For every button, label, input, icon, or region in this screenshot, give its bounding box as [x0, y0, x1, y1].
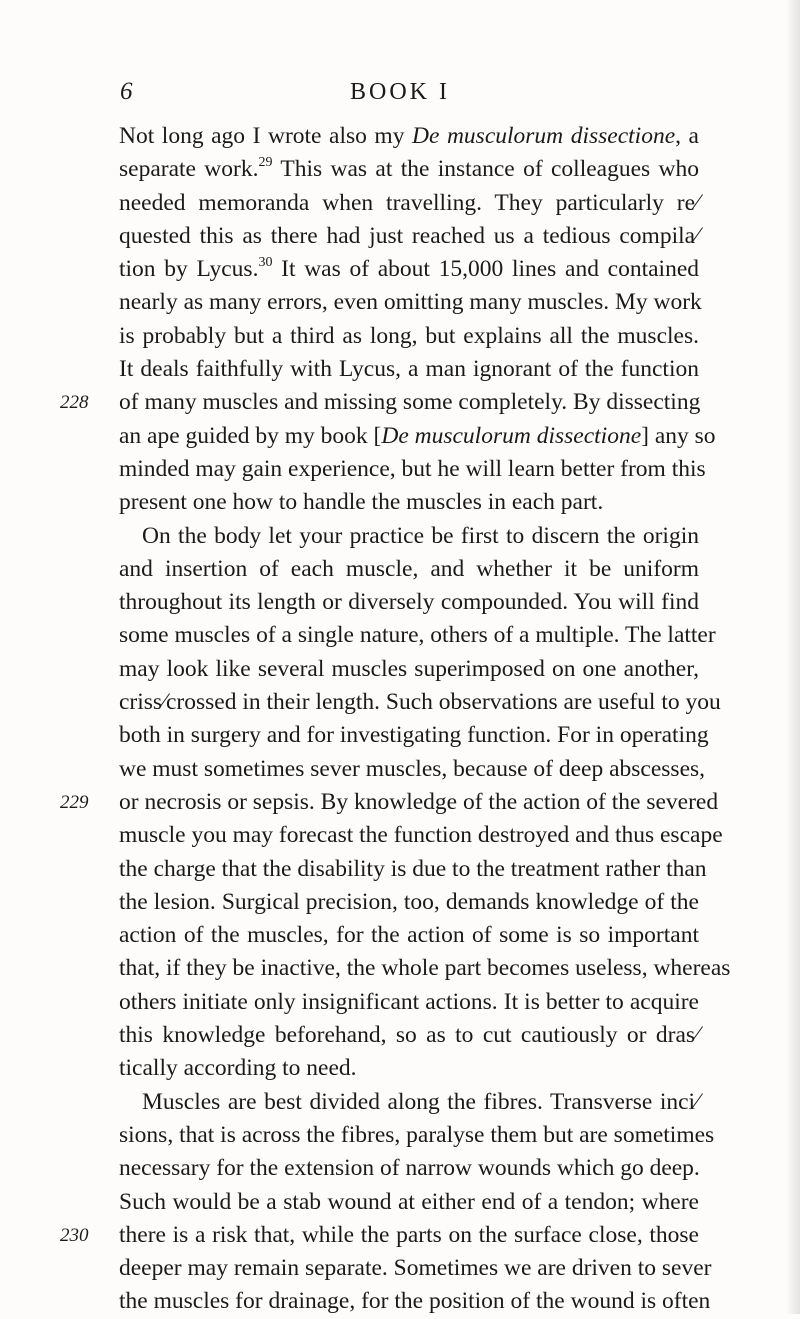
text-line: an ape guided by my book [De musculorum dissectione] any so: [119, 422, 716, 449]
text-line: the lesion. Surgical precision, too, demands knowledge of the: [119, 888, 699, 915]
page-number: 6: [120, 78, 133, 105]
text-line: separate work.$^{29}$ This was at the instance of colleagues who: [119, 155, 699, 183]
margin-note: 229: [60, 791, 89, 813]
text-line: minded may gain experience, but he will learn better from this: [119, 455, 706, 482]
body-text: [60, 120, 731, 1319]
text-line: and insertion of each muscle, and whether it be uniform: [119, 555, 699, 582]
page-edge-shadow: [786, 0, 800, 1314]
text-line: the muscles for drainage, for the position of the wound is often: [119, 1288, 711, 1315]
italic-title: De musculorum dissectione: [381, 422, 642, 449]
text-line: others initiate only insignificant actions. It is better to acquire: [119, 988, 699, 1015]
text-line: Muscles are best divided along the fibres. Transverse inci⁄: [142, 1088, 699, 1115]
margin-note: 228: [60, 392, 89, 414]
text-line: 228 of many muscles and missing some completely. By dissecting: [119, 386, 699, 419]
footnote-ref: 30: [258, 255, 273, 271]
text-line: nearly as many errors, even omitting many muscles. My work: [119, 289, 702, 316]
text-line: sions, that is across the fibres, paralyse them but are sometimes: [119, 1121, 715, 1148]
text-line: tion by Lycus.$^{30}$ It was of about 15,000 lines and contained: [119, 255, 699, 283]
margin-note: 230: [60, 1224, 89, 1246]
text-line: needed memoranda when travelling. They particularly re⁄: [119, 189, 699, 216]
running-head: BOOK I: [350, 79, 450, 105]
text-line: criss⁄crossed in their length. Such observations are useful to you: [119, 689, 721, 716]
text-line: 230 there is a risk that, while the parts on the surface close, those: [119, 1219, 699, 1252]
text-line: Such would be a stab wound at either end of a tendon; where: [119, 1188, 699, 1215]
text-line: is probably but a third as long, but explains all the muscles.: [119, 322, 699, 349]
text-line: necessary for the extension of narrow wounds which go deep.: [119, 1155, 700, 1182]
text-line: present one how to handle the muscles in each part.: [119, 489, 604, 516]
page-header: [0, 76, 800, 116]
text-line: muscle you may forecast the function destroyed and thus escape: [119, 822, 723, 849]
text-line: quested this as there had just reached us a tedious compila⁄: [119, 222, 699, 249]
text-line: may look like several muscles superimposed on one another,: [119, 655, 699, 682]
text-line: we must sometimes sever muscles, because of deep abscesses,: [119, 755, 706, 782]
text-line: deeper may remain separate. Sometimes we are driven to sever: [119, 1255, 712, 1282]
text-line: throughout its length or diversely compounded. You will find: [119, 589, 699, 616]
italic-title: De musculorum dissectione: [412, 123, 676, 149]
text-line: that, if they be inactive, the whole part becomes useless, whereas: [119, 955, 731, 982]
text-line: On the body let your practice be first to discern the origin: [142, 522, 699, 549]
text-line: action of the muscles, for the action of some is so important: [119, 922, 699, 949]
text-line: some muscles of a single nature, others of a multiple. The latter: [119, 622, 716, 649]
text-line: It deals faithfully with Lycus, a man ignorant of the function: [119, 356, 699, 383]
text-line: Not long ago I wrote also my De musculorum dissectione, a: [119, 123, 699, 149]
text-line: 229 or necrosis or sepsis. By knowledge of the action of the severed: [119, 786, 699, 819]
text-line: the charge that the disability is due to the treatment rather than: [119, 855, 707, 882]
footnote-ref: 29: [258, 155, 273, 171]
text-line: this knowledge beforehand, so as to cut cautiously or dras⁄: [119, 1022, 699, 1049]
text-line: tically according to need.: [119, 1055, 357, 1082]
text-line: both in surgery and for investigating function. For in operating: [119, 722, 709, 749]
